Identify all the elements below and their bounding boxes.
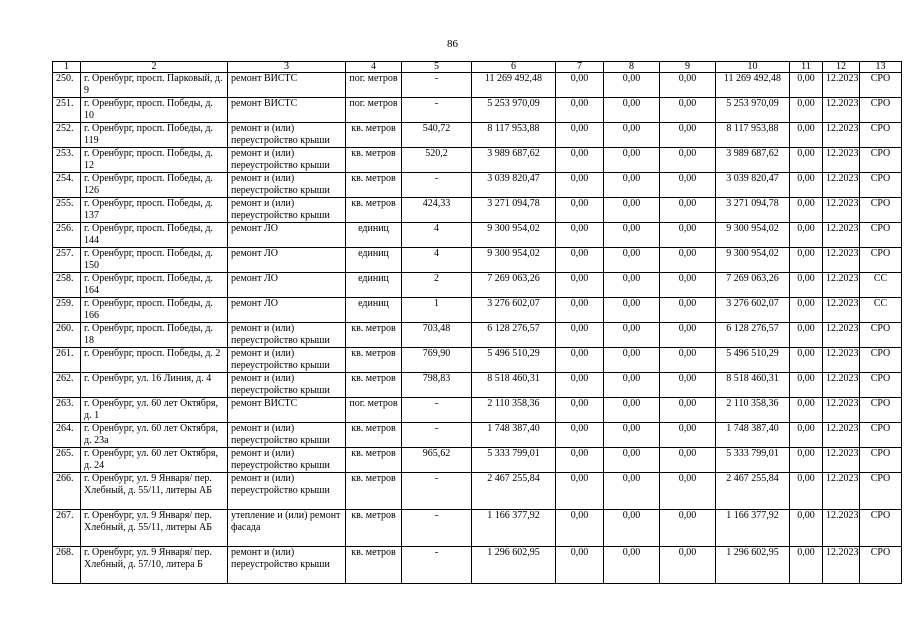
work-type-cell: ремонт ЛО — [228, 298, 346, 323]
column-header: 10 — [716, 62, 790, 73]
volume-cell: - — [402, 423, 472, 448]
total-cell: 6 128 276,57 — [716, 323, 790, 348]
value-cell: 0,00 — [556, 73, 604, 98]
value-cell: 0,00 — [556, 123, 604, 148]
value-cell: 0,00 — [604, 273, 660, 298]
address-cell: г. Оренбург, ул. 16 Линия, д. 4 — [81, 373, 228, 398]
value-cell: 0,00 — [790, 173, 823, 198]
date-cell: 12.2023 — [823, 123, 860, 148]
total-cell: 5 496 510,29 — [716, 348, 790, 373]
value-cell: 0,00 — [556, 473, 604, 510]
value-cell: 0,00 — [660, 248, 716, 273]
date-cell: 12.2023 — [823, 547, 860, 584]
total-cell: 2 110 358,36 — [716, 398, 790, 423]
table-row — [53, 398, 902, 423]
total-cell: 1 296 602,95 — [716, 547, 790, 584]
unit-cell: кв. метров — [346, 348, 402, 373]
row-number: 252. — [53, 123, 81, 148]
row-number: 266. — [53, 473, 81, 510]
unit-cell: кв. метров — [346, 423, 402, 448]
column-header: 4 — [346, 62, 402, 73]
work-type-cell: ремонт ЛО — [228, 273, 346, 298]
unit-cell: кв. метров — [346, 148, 402, 173]
volume-cell: 540,72 — [402, 123, 472, 148]
address-cell: г. Оренбург, просп. Победы, д. 2 — [81, 348, 228, 373]
value-cell: 0,00 — [790, 73, 823, 98]
value-cell: 0,00 — [790, 98, 823, 123]
source-cell: СРО — [860, 173, 902, 198]
value-cell: 0,00 — [556, 248, 604, 273]
address-cell: г. Оренбург, ул. 9 Января/ пер. Хлебный, д. 55/11, литеры АБ — [81, 510, 228, 547]
date-cell: 12.2023 — [823, 273, 860, 298]
value-cell: 0,00 — [556, 348, 604, 373]
cost-cell: 3 039 820,47 — [472, 173, 556, 198]
total-cell: 2 467 255,84 — [716, 473, 790, 510]
cost-cell: 9 300 954,02 — [472, 223, 556, 248]
value-cell: 0,00 — [660, 98, 716, 123]
source-cell: СРО — [860, 373, 902, 398]
volume-cell: - — [402, 473, 472, 510]
value-cell: 0,00 — [660, 510, 716, 547]
value-cell: 0,00 — [660, 198, 716, 223]
unit-cell: кв. метров — [346, 198, 402, 223]
row-number: 257. — [53, 248, 81, 273]
row-number: 259. — [53, 298, 81, 323]
value-cell: 0,00 — [790, 223, 823, 248]
value-cell: 0,00 — [790, 148, 823, 173]
value-cell: 0,00 — [790, 248, 823, 273]
date-cell: 12.2023 — [823, 198, 860, 223]
row-number: 267. — [53, 510, 81, 547]
value-cell: 0,00 — [790, 448, 823, 473]
cost-cell: 3 989 687,62 — [472, 148, 556, 173]
row-number: 254. — [53, 173, 81, 198]
row-number: 262. — [53, 373, 81, 398]
value-cell: 0,00 — [790, 547, 823, 584]
address-cell: г. Оренбург, просп. Победы, д. 119 — [81, 123, 228, 148]
value-cell: 0,00 — [556, 273, 604, 298]
value-cell: 0,00 — [556, 398, 604, 423]
source-cell: СРО — [860, 547, 902, 584]
address-cell: г. Оренбург, просп. Победы, д. 150 — [81, 248, 228, 273]
column-header: 8 — [604, 62, 660, 73]
value-cell: 0,00 — [660, 547, 716, 584]
value-cell: 0,00 — [790, 198, 823, 223]
value-cell: 0,00 — [660, 348, 716, 373]
table-row — [53, 248, 902, 273]
column-header: 1 — [53, 62, 81, 73]
value-cell: 0,00 — [604, 223, 660, 248]
row-number: 265. — [53, 448, 81, 473]
address-cell: г. Оренбург, ул. 60 лет Октября, д. 24 — [81, 448, 228, 473]
source-cell: СРО — [860, 510, 902, 547]
value-cell: 0,00 — [556, 173, 604, 198]
work-type-cell: ремонт и (или) переустройство крыши — [228, 123, 346, 148]
table-row — [53, 223, 902, 248]
table-row — [53, 198, 902, 223]
address-cell: г. Оренбург, ул. 60 лет Октября, д. 1 — [81, 398, 228, 423]
work-type-cell: ремонт и (или) переустройство крыши — [228, 323, 346, 348]
value-cell: 0,00 — [556, 373, 604, 398]
unit-cell: единиц — [346, 298, 402, 323]
value-cell: 0,00 — [604, 298, 660, 323]
cost-cell: 9 300 954,02 — [472, 248, 556, 273]
work-type-cell: ремонт ЛО — [228, 223, 346, 248]
value-cell: 0,00 — [660, 298, 716, 323]
column-header: 2 — [81, 62, 228, 73]
total-cell: 8 117 953,88 — [716, 123, 790, 148]
volume-cell: 2 — [402, 273, 472, 298]
value-cell: 0,00 — [556, 323, 604, 348]
unit-cell: единиц — [346, 273, 402, 298]
volume-cell: 769,90 — [402, 348, 472, 373]
work-type-cell: ремонт и (или) переустройство крыши — [228, 173, 346, 198]
value-cell: 0,00 — [790, 273, 823, 298]
source-cell: СРО — [860, 473, 902, 510]
total-cell: 3 989 687,62 — [716, 148, 790, 173]
date-cell: 12.2023 — [823, 348, 860, 373]
total-cell: 3 276 602,07 — [716, 298, 790, 323]
address-cell: г. Оренбург, просп. Победы, д. 137 — [81, 198, 228, 223]
volume-cell: - — [402, 173, 472, 198]
volume-cell: - — [402, 510, 472, 547]
cost-cell: 8 518 460,31 — [472, 373, 556, 398]
row-number: 258. — [53, 273, 81, 298]
date-cell: 12.2023 — [823, 223, 860, 248]
source-cell: СРО — [860, 323, 902, 348]
column-number-row — [53, 62, 902, 73]
total-cell: 1 166 377,92 — [716, 510, 790, 547]
value-cell: 0,00 — [660, 223, 716, 248]
unit-cell: единиц — [346, 248, 402, 273]
volume-cell: - — [402, 98, 472, 123]
column-header: 9 — [660, 62, 716, 73]
column-header: 11 — [790, 62, 823, 73]
cost-cell: 1 748 387,40 — [472, 423, 556, 448]
work-type-cell: ремонт и (или) переустройство крыши — [228, 148, 346, 173]
work-type-cell: ремонт и (или) переустройство крыши — [228, 473, 346, 510]
value-cell: 0,00 — [604, 123, 660, 148]
work-type-cell: ремонт и (или) переустройство крыши — [228, 373, 346, 398]
value-cell: 0,00 — [556, 148, 604, 173]
work-type-cell: ремонт и (или) переустройство крыши — [228, 198, 346, 223]
cost-cell: 5 253 970,09 — [472, 98, 556, 123]
column-header: 3 — [228, 62, 346, 73]
work-type-cell: ремонт ВИСТС — [228, 98, 346, 123]
value-cell: 0,00 — [556, 510, 604, 547]
value-cell: 0,00 — [660, 73, 716, 98]
repair-register-table — [52, 61, 902, 584]
unit-cell: пог. метров — [346, 398, 402, 423]
value-cell: 0,00 — [604, 423, 660, 448]
total-cell: 3 039 820,47 — [716, 173, 790, 198]
value-cell: 0,00 — [660, 323, 716, 348]
value-cell: 0,00 — [790, 423, 823, 448]
source-cell: СРО — [860, 198, 902, 223]
unit-cell: единиц — [346, 223, 402, 248]
date-cell: 12.2023 — [823, 398, 860, 423]
value-cell: 0,00 — [604, 473, 660, 510]
value-cell: 0,00 — [790, 323, 823, 348]
value-cell: 0,00 — [604, 373, 660, 398]
cost-cell: 7 269 063,26 — [472, 273, 556, 298]
unit-cell: кв. метров — [346, 547, 402, 584]
value-cell: 0,00 — [556, 423, 604, 448]
date-cell: 12.2023 — [823, 510, 860, 547]
value-cell: 0,00 — [660, 148, 716, 173]
table-row — [53, 448, 902, 473]
date-cell: 12.2023 — [823, 323, 860, 348]
cost-cell: 11 269 492,48 — [472, 73, 556, 98]
row-number: 268. — [53, 547, 81, 584]
unit-cell: пог. метров — [346, 98, 402, 123]
table-row — [53, 148, 902, 173]
address-cell: г. Оренбург, просп. Победы, д. 164 — [81, 273, 228, 298]
source-cell: СРО — [860, 98, 902, 123]
row-number: 253. — [53, 148, 81, 173]
column-header: 13 — [860, 62, 902, 73]
value-cell: 0,00 — [604, 148, 660, 173]
value-cell: 0,00 — [604, 448, 660, 473]
total-cell: 5 333 799,01 — [716, 448, 790, 473]
volume-cell: 424,33 — [402, 198, 472, 223]
source-cell: СС — [860, 273, 902, 298]
page-number: 86 — [447, 38, 458, 50]
unit-cell: кв. метров — [346, 473, 402, 510]
source-cell: СРО — [860, 348, 902, 373]
value-cell: 0,00 — [604, 248, 660, 273]
address-cell: г. Оренбург, просп. Победы, д. 12 — [81, 148, 228, 173]
value-cell: 0,00 — [790, 398, 823, 423]
value-cell: 0,00 — [790, 373, 823, 398]
unit-cell: кв. метров — [346, 448, 402, 473]
date-cell: 12.2023 — [823, 298, 860, 323]
table-row — [53, 98, 902, 123]
value-cell: 0,00 — [604, 348, 660, 373]
volume-cell: 520,2 — [402, 148, 472, 173]
value-cell: 0,00 — [790, 473, 823, 510]
value-cell: 0,00 — [556, 298, 604, 323]
cost-cell: 5 496 510,29 — [472, 348, 556, 373]
address-cell: г. Оренбург, просп. Победы, д. 144 — [81, 223, 228, 248]
cost-cell: 6 128 276,57 — [472, 323, 556, 348]
total-cell: 5 253 970,09 — [716, 98, 790, 123]
cost-cell: 2 110 358,36 — [472, 398, 556, 423]
volume-cell: - — [402, 73, 472, 98]
cost-cell: 8 117 953,88 — [472, 123, 556, 148]
source-cell: СРО — [860, 423, 902, 448]
volume-cell: 703,48 — [402, 323, 472, 348]
volume-cell: 4 — [402, 223, 472, 248]
table-row — [53, 373, 902, 398]
date-cell: 12.2023 — [823, 148, 860, 173]
value-cell: 0,00 — [790, 348, 823, 373]
row-number: 263. — [53, 398, 81, 423]
date-cell: 12.2023 — [823, 98, 860, 123]
table-row — [53, 298, 902, 323]
date-cell: 12.2023 — [823, 173, 860, 198]
value-cell: 0,00 — [604, 198, 660, 223]
column-header: 12 — [823, 62, 860, 73]
value-cell: 0,00 — [556, 98, 604, 123]
unit-cell: кв. метров — [346, 373, 402, 398]
value-cell: 0,00 — [604, 98, 660, 123]
date-cell: 12.2023 — [823, 423, 860, 448]
unit-cell: кв. метров — [346, 173, 402, 198]
source-cell: СРО — [860, 223, 902, 248]
table-row — [53, 123, 902, 148]
row-number: 260. — [53, 323, 81, 348]
work-type-cell: утепление и (или) ремонт фасада — [228, 510, 346, 547]
row-number: 264. — [53, 423, 81, 448]
row-number: 250. — [53, 73, 81, 98]
date-cell: 12.2023 — [823, 73, 860, 98]
value-cell: 0,00 — [604, 398, 660, 423]
address-cell: г. Оренбург, просп. Победы, д. 126 — [81, 173, 228, 198]
row-number: 251. — [53, 98, 81, 123]
unit-cell: пог. метров — [346, 73, 402, 98]
cost-cell: 3 271 094,78 — [472, 198, 556, 223]
work-type-cell: ремонт ВИСТС — [228, 73, 346, 98]
cost-cell: 1 166 377,92 — [472, 510, 556, 547]
volume-cell: 4 — [402, 248, 472, 273]
value-cell: 0,00 — [556, 547, 604, 584]
total-cell: 9 300 954,02 — [716, 223, 790, 248]
row-number: 256. — [53, 223, 81, 248]
cost-cell: 3 276 602,07 — [472, 298, 556, 323]
source-cell: СРО — [860, 148, 902, 173]
cost-cell: 5 333 799,01 — [472, 448, 556, 473]
source-cell: СРО — [860, 248, 902, 273]
table-row — [53, 323, 902, 348]
value-cell: 0,00 — [660, 398, 716, 423]
address-cell: г. Оренбург, просп. Победы, д. 166 — [81, 298, 228, 323]
column-header: 6 — [472, 62, 556, 73]
column-header: 7 — [556, 62, 604, 73]
value-cell: 0,00 — [790, 510, 823, 547]
value-cell: 0,00 — [556, 223, 604, 248]
address-cell: г. Оренбург, ул. 9 Января/ пер. Хлебный, д. 57/10, литера Б — [81, 547, 228, 584]
source-cell: СРО — [860, 123, 902, 148]
unit-cell: кв. метров — [346, 123, 402, 148]
date-cell: 12.2023 — [823, 448, 860, 473]
table-row — [53, 73, 902, 98]
date-cell: 12.2023 — [823, 248, 860, 273]
value-cell: 0,00 — [660, 373, 716, 398]
value-cell: 0,00 — [660, 473, 716, 510]
work-type-cell: ремонт и (или) переустройство крыши — [228, 348, 346, 373]
table-row — [53, 473, 902, 510]
value-cell: 0,00 — [604, 323, 660, 348]
address-cell: г. Оренбург, ул. 60 лет Октября, д. 23а — [81, 423, 228, 448]
column-header: 5 — [402, 62, 472, 73]
cost-cell: 2 467 255,84 — [472, 473, 556, 510]
address-cell: г. Оренбург, просп. Победы, д. 10 — [81, 98, 228, 123]
work-type-cell: ремонт и (или) переустройство крыши — [228, 547, 346, 584]
source-cell: СС — [860, 298, 902, 323]
total-cell: 1 748 387,40 — [716, 423, 790, 448]
work-type-cell: ремонт и (или) переустройство крыши — [228, 423, 346, 448]
total-cell: 11 269 492,48 — [716, 73, 790, 98]
table-row — [53, 173, 902, 198]
value-cell: 0,00 — [556, 448, 604, 473]
row-number: 255. — [53, 198, 81, 223]
source-cell: СРО — [860, 398, 902, 423]
work-type-cell: ремонт и (или) переустройство крыши — [228, 448, 346, 473]
table-row — [53, 547, 902, 584]
work-type-cell: ремонт ЛО — [228, 248, 346, 273]
value-cell: 0,00 — [660, 173, 716, 198]
total-cell: 3 271 094,78 — [716, 198, 790, 223]
date-cell: 12.2023 — [823, 473, 860, 510]
total-cell: 9 300 954,02 — [716, 248, 790, 273]
row-number: 261. — [53, 348, 81, 373]
value-cell: 0,00 — [790, 298, 823, 323]
unit-cell: кв. метров — [346, 323, 402, 348]
table-row — [53, 348, 902, 373]
value-cell: 0,00 — [660, 423, 716, 448]
address-cell: г. Оренбург, ул. 9 Января/ пер. Хлебный, д. 55/11, литеры АБ — [81, 473, 228, 510]
value-cell: 0,00 — [604, 510, 660, 547]
volume-cell: 1 — [402, 298, 472, 323]
table-row — [53, 273, 902, 298]
total-cell: 7 269 063,26 — [716, 273, 790, 298]
volume-cell: - — [402, 398, 472, 423]
value-cell: 0,00 — [660, 273, 716, 298]
unit-cell: кв. метров — [346, 510, 402, 547]
value-cell: 0,00 — [604, 73, 660, 98]
volume-cell: 965,62 — [402, 448, 472, 473]
value-cell: 0,00 — [660, 448, 716, 473]
date-cell: 12.2023 — [823, 373, 860, 398]
volume-cell: 798,83 — [402, 373, 472, 398]
value-cell: 0,00 — [660, 123, 716, 148]
cost-cell: 1 296 602,95 — [472, 547, 556, 584]
value-cell: 0,00 — [604, 547, 660, 584]
source-cell: СРО — [860, 73, 902, 98]
value-cell: 0,00 — [556, 198, 604, 223]
work-type-cell: ремонт ВИСТС — [228, 398, 346, 423]
address-cell: г. Оренбург, просп. Парковый, д. 9 — [81, 73, 228, 98]
volume-cell: - — [402, 547, 472, 584]
address-cell: г. Оренбург, просп. Победы, д. 18 — [81, 323, 228, 348]
value-cell: 0,00 — [604, 173, 660, 198]
value-cell: 0,00 — [790, 123, 823, 148]
table-row — [53, 423, 902, 448]
total-cell: 8 518 460,31 — [716, 373, 790, 398]
table-row — [53, 510, 902, 547]
source-cell: СРО — [860, 448, 902, 473]
